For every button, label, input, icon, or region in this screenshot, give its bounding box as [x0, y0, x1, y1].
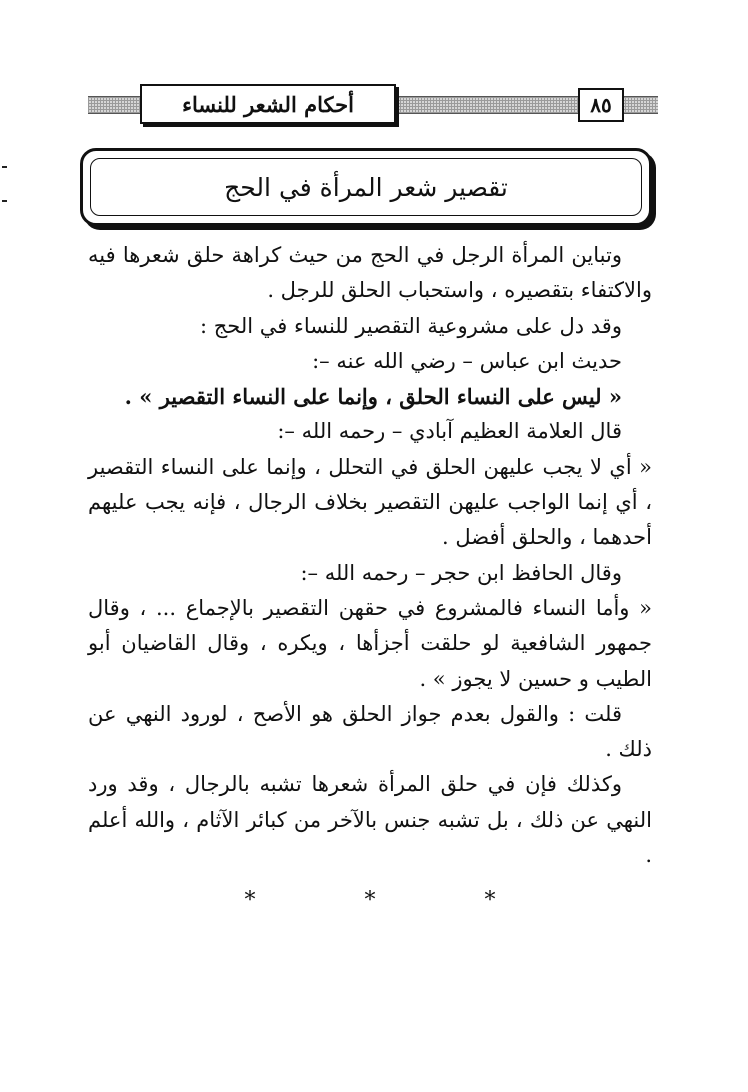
- running-header: [88, 84, 658, 126]
- paragraph: قال العلامة العظيم آبادي – رحمه الله –:: [277, 419, 622, 444]
- paragraph: وتباين المرأة الرجل في الحج من حيث كراهة حلق شعرها فيه والاكتفاء بتقصيره ، واستحباب الحلق للرجل .: [88, 243, 652, 303]
- page-number: ٨٥: [578, 88, 624, 122]
- chapter-title: تقصير شعر المرأة في الحج: [90, 158, 642, 216]
- paragraph: حديث ابن عباس – رضي الله عنه –:: [312, 348, 622, 373]
- quote-paragraph: « وأما النساء فالمشروع في حقهن التقصير بالإجماع ... ، وقال جمهور الشافعية لو حلقت أجزأها ، ويكره ، وقال القاضيان أبو الطيب و حسين لا يجوز » .: [88, 595, 652, 691]
- separator-star: *: [364, 888, 376, 913]
- paragraph: وقد دل على مشروعية التقصير للنساء في الحج :: [199, 313, 622, 338]
- separator-star: *: [484, 888, 496, 913]
- hadith-quote: « ليس على النساء الحلق ، وإنما على النساء التقصير » .: [124, 384, 622, 410]
- body-text: [88, 238, 652, 873]
- book-title: أحكام الشعر للنساء: [140, 84, 396, 124]
- paragraph: وقال الحافظ ابن حجر – رحمه الله –:: [300, 560, 622, 585]
- margin-mark: [2, 200, 7, 202]
- section-separator: [200, 888, 540, 913]
- paragraph: وكذلك فإن في حلق المرأة شعرها تشبه بالرجال ، وقد ورد النهي عن ذلك ، بل تشبه جنس بالآخر من كبائر الآثام ، والله أعلم .: [88, 772, 652, 868]
- chapter-title-frame: [80, 148, 652, 226]
- margin-mark: [2, 166, 7, 168]
- paragraph: قلت : والقول بعدم جواز الحلق هو الأصح ، لورود النهي عن ذلك .: [88, 701, 652, 762]
- quote-paragraph: « أي لا يجب عليهن الحلق في التحلل ، وإنما على النساء التقصير ، أي إنما الواجب عليهن التقصير بخلاف الرجال ، فإنه يجب عليهم أحدهما ، والحلق أفضل .: [88, 454, 652, 550]
- separator-star: *: [244, 888, 256, 913]
